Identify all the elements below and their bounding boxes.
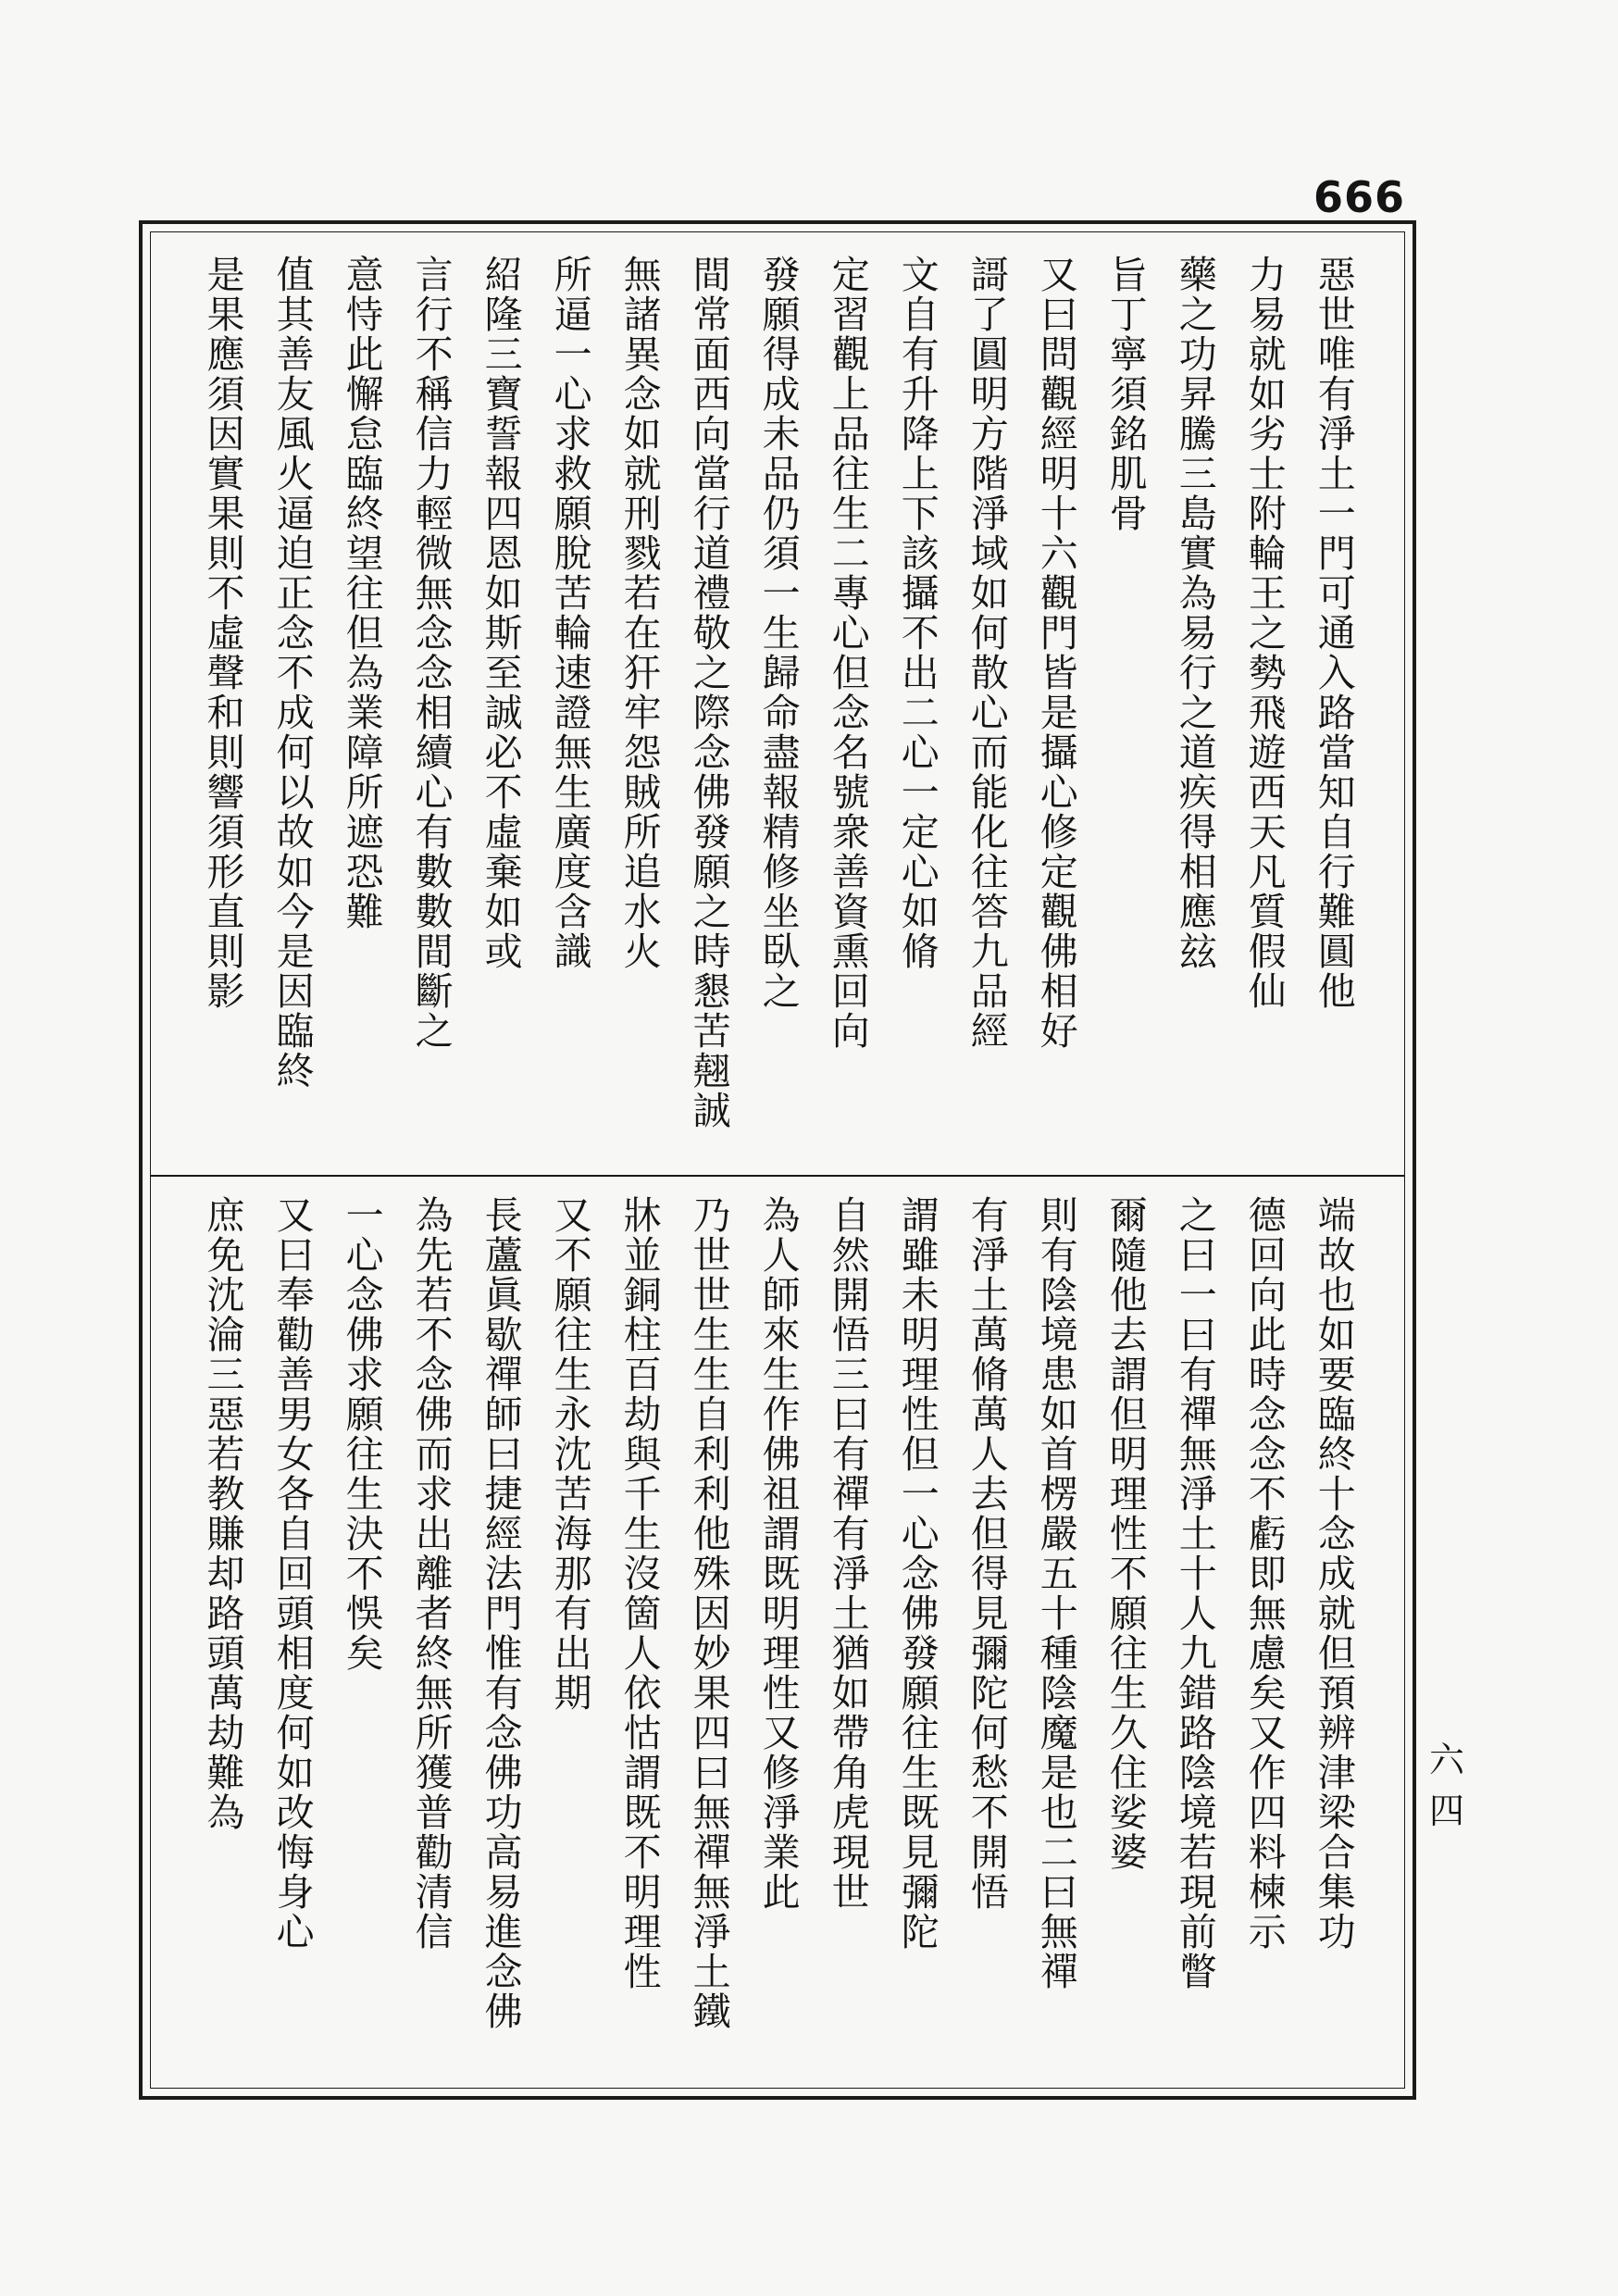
- text-column: 所逼一心求救願脫苦輪速證無生廣度含識: [547, 255, 592, 971]
- text-column: 力易就如劣士附輪王之勢飛遊西天凡質假仙: [1241, 255, 1287, 1011]
- text-column: 又不願往生永沈苦海那有出期: [547, 1195, 592, 1713]
- horizontal-divider: [151, 1175, 1404, 1177]
- text-column: 自然開悟三曰有禪有淨土猶如帶角虎現世: [825, 1195, 870, 1912]
- text-column: 為人師來生作佛祖謂既明理性又修淨業此: [755, 1195, 801, 1912]
- text-column: 惡世唯有淨土一門可通入路當知自行難圓他: [1311, 255, 1356, 1011]
- side-page-label: 六四: [1428, 1740, 1464, 1831]
- text-column: 紹隆三寶誓報四恩如斯至誠必不虛棄如或: [478, 255, 523, 971]
- text-column: 有淨土萬脩萬人去但得見彌陀何愁不開悟: [964, 1195, 1009, 1912]
- text-column: 為先若不念佛而求出離者終無所獲普勸清信: [408, 1195, 454, 1952]
- text-column: 庶免沈淪三惡若教賺却路頭萬劫難為: [200, 1195, 245, 1832]
- text-column: 意恃此懈怠臨終望往但為業障所遮恐難: [339, 255, 384, 931]
- text-column: 是果應須因實果則不虛聲和則響須形直則影: [200, 255, 245, 1011]
- text-column: 發願得成未品仍須一生歸命盡報精修坐臥之: [755, 255, 801, 1011]
- page-number: 666: [1313, 172, 1405, 222]
- text-column: 謌了圓明方階淨域如何散心而能化往答九品經: [964, 255, 1009, 1051]
- text-frame: [139, 220, 1416, 2100]
- text-column: 文自有升降上下該攝不出二心一定心如脩: [894, 255, 940, 971]
- text-column: 間常面西向當行道禮敬之際念佛發願之時懇苦翹誠: [686, 255, 731, 1130]
- text-column: 則有陰境患如首楞嚴五十種陰魔是也二曰無禪: [1033, 1195, 1078, 1991]
- text-column: 長蘆眞歇禪師曰捷經法門惟有念佛功高易進念佛: [478, 1195, 523, 2031]
- text-frame-inner: [150, 231, 1405, 2089]
- text-column: 值其善友風火逼迫正念不成何以故如今是因臨終: [269, 255, 315, 1091]
- upper-text-block: [193, 255, 1363, 1162]
- text-column: 又曰奉勸善男女各自回頭相度何如改悔身心: [269, 1195, 315, 1952]
- text-column: 牀並銅柱百劫與千生沒箇人依怙謂既不明理性: [616, 1195, 662, 1991]
- text-column: 乃世世生生自利利他殊因妙果四曰無禪無淨土鐵: [686, 1195, 731, 2031]
- text-column: 一心念佛求願往生決不悞矣: [339, 1195, 384, 1673]
- text-column: 定習觀上品往生二專心但念名號衆善資熏回向: [825, 255, 870, 1051]
- text-column: 之曰一曰有禪無淨土十人九錯路陰境若現前瞥: [1172, 1195, 1217, 1991]
- text-column: 謂雖未明理性但一心念佛發願往生既見彌陀: [894, 1195, 940, 1952]
- text-column: 無諸異念如就刑戮若在犴牢怨賊所追水火: [616, 255, 662, 971]
- text-column: 藥之功昇騰三島實為易行之道疾得相應玆: [1172, 255, 1217, 971]
- text-column: 言行不稱信力輕微無念念相續心有數數間斷之: [408, 255, 454, 1051]
- lower-text-block: [193, 1195, 1363, 2084]
- text-column: 德回向此時念念不虧即無慮矣又作四料楝示: [1241, 1195, 1287, 1952]
- text-column: 端故也如要臨終十念成就但預辨津梁合集功: [1311, 1195, 1356, 1952]
- text-column: 旨丁寧須銘肌骨: [1102, 255, 1148, 533]
- text-column: 又曰問觀經明十六觀門皆是攝心修定觀佛相好: [1033, 255, 1078, 1051]
- text-column: 爾隨他去謂但明理性不願往生久住娑婆: [1102, 1195, 1148, 1872]
